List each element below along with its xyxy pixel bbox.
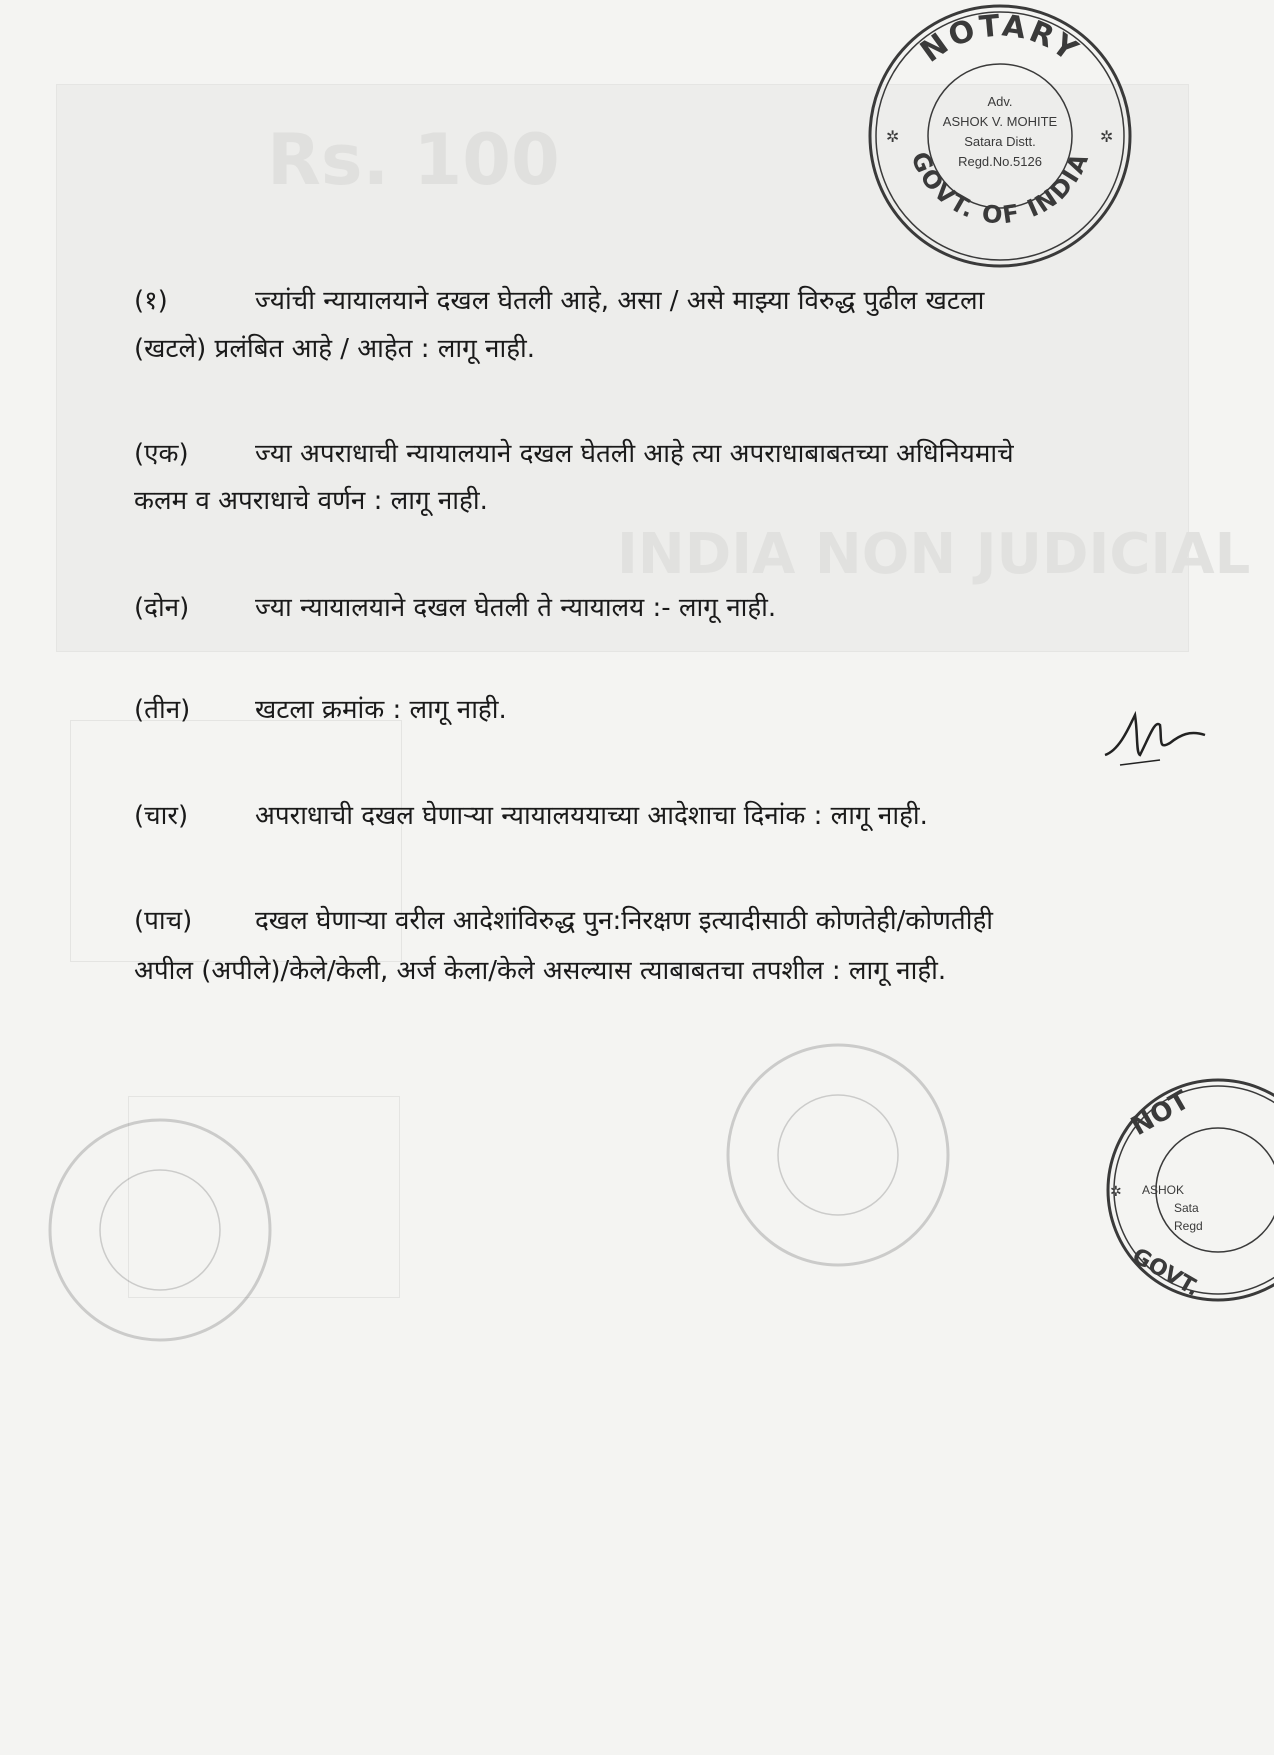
star-icon: ✲ bbox=[1100, 127, 1114, 146]
stamp-district: Satara Distt. bbox=[964, 134, 1036, 149]
svg-text:NOT: NOT bbox=[1126, 1085, 1195, 1143]
svg-text:GOVT.: GOVT. bbox=[1127, 1243, 1204, 1302]
notary-stamp-partial bbox=[1088, 1070, 1274, 1310]
item-marker: (पाच) bbox=[134, 906, 193, 936]
item-text: दखल घेणाऱ्या वरील आदेशांविरुद्ध पुन:निरक्षण इत्यादीसाठी कोणतेही/कोणतीही bbox=[255, 906, 994, 936]
item-marker: (चार) bbox=[134, 801, 189, 831]
stamp-name: ASHOK V. MOHITE bbox=[942, 114, 1058, 129]
item-text-cont: कलम व अपराधाचे वर्णन : लागू नाही. bbox=[134, 486, 488, 516]
item-text: अपराधाची दखल घेणाऱ्या न्यायालययाच्या आदेशाचा दिनांक : लागू नाही. bbox=[255, 801, 928, 831]
stamp-top-text: NOTARY bbox=[914, 8, 1087, 70]
item-text: ज्या न्यायालयाने दखल घेतली ते न्यायालय :- लागू नाही. bbox=[255, 593, 777, 623]
faded-amount: Rs. 100 bbox=[267, 119, 560, 201]
item-marker: (एक) bbox=[134, 439, 189, 469]
faded-stamp bbox=[718, 1035, 958, 1275]
item-marker: (दोन) bbox=[134, 593, 190, 623]
signature bbox=[1100, 705, 1210, 775]
item-marker: (तीन) bbox=[134, 695, 191, 725]
svg-text:ASHOK: ASHOK bbox=[1142, 1183, 1185, 1197]
item-text-cont: (खटले) प्रलंबित आहे / आहेत : लागू नाही. bbox=[134, 334, 536, 364]
item-text: ज्या अपराधाची न्यायालयाने दखल घेतली आहे त्या अपराधाबाबतच्या अधिनियमाचे bbox=[255, 439, 1014, 469]
item-text: खटला क्रमांक : लागू नाही. bbox=[255, 695, 507, 725]
svg-text:✲: ✲ bbox=[1110, 1184, 1122, 1200]
item-marker: (१) bbox=[134, 286, 168, 316]
svg-text:Regd: Regd bbox=[1174, 1219, 1203, 1233]
item-text: ज्यांची न्यायालयाने दखल घेतली आहे, असा / असे माझ्या विरुद्ध पुढील खटला bbox=[255, 286, 985, 316]
svg-text:NOTARY bbox=[914, 8, 1086, 69]
faded-stamp bbox=[40, 1110, 280, 1350]
svg-text:Sata: Sata bbox=[1174, 1201, 1199, 1215]
stamp-bottom-text: GOVT. OF INDIA bbox=[905, 147, 1095, 230]
star-icon: ✲ bbox=[886, 127, 900, 146]
stamp-regd: Regd.No.5126 bbox=[958, 154, 1042, 169]
item-text-cont: अपील (अपीले)/केले/केली, अर्ज केला/केले असल्यास त्याबाबतचा तपशील : लागू नाही. bbox=[134, 956, 947, 986]
stamp-adv: Adv. bbox=[987, 94, 1013, 109]
faded-label: INDIA NON JUDICIAL bbox=[617, 522, 1251, 587]
notary-stamp bbox=[864, 0, 1136, 272]
